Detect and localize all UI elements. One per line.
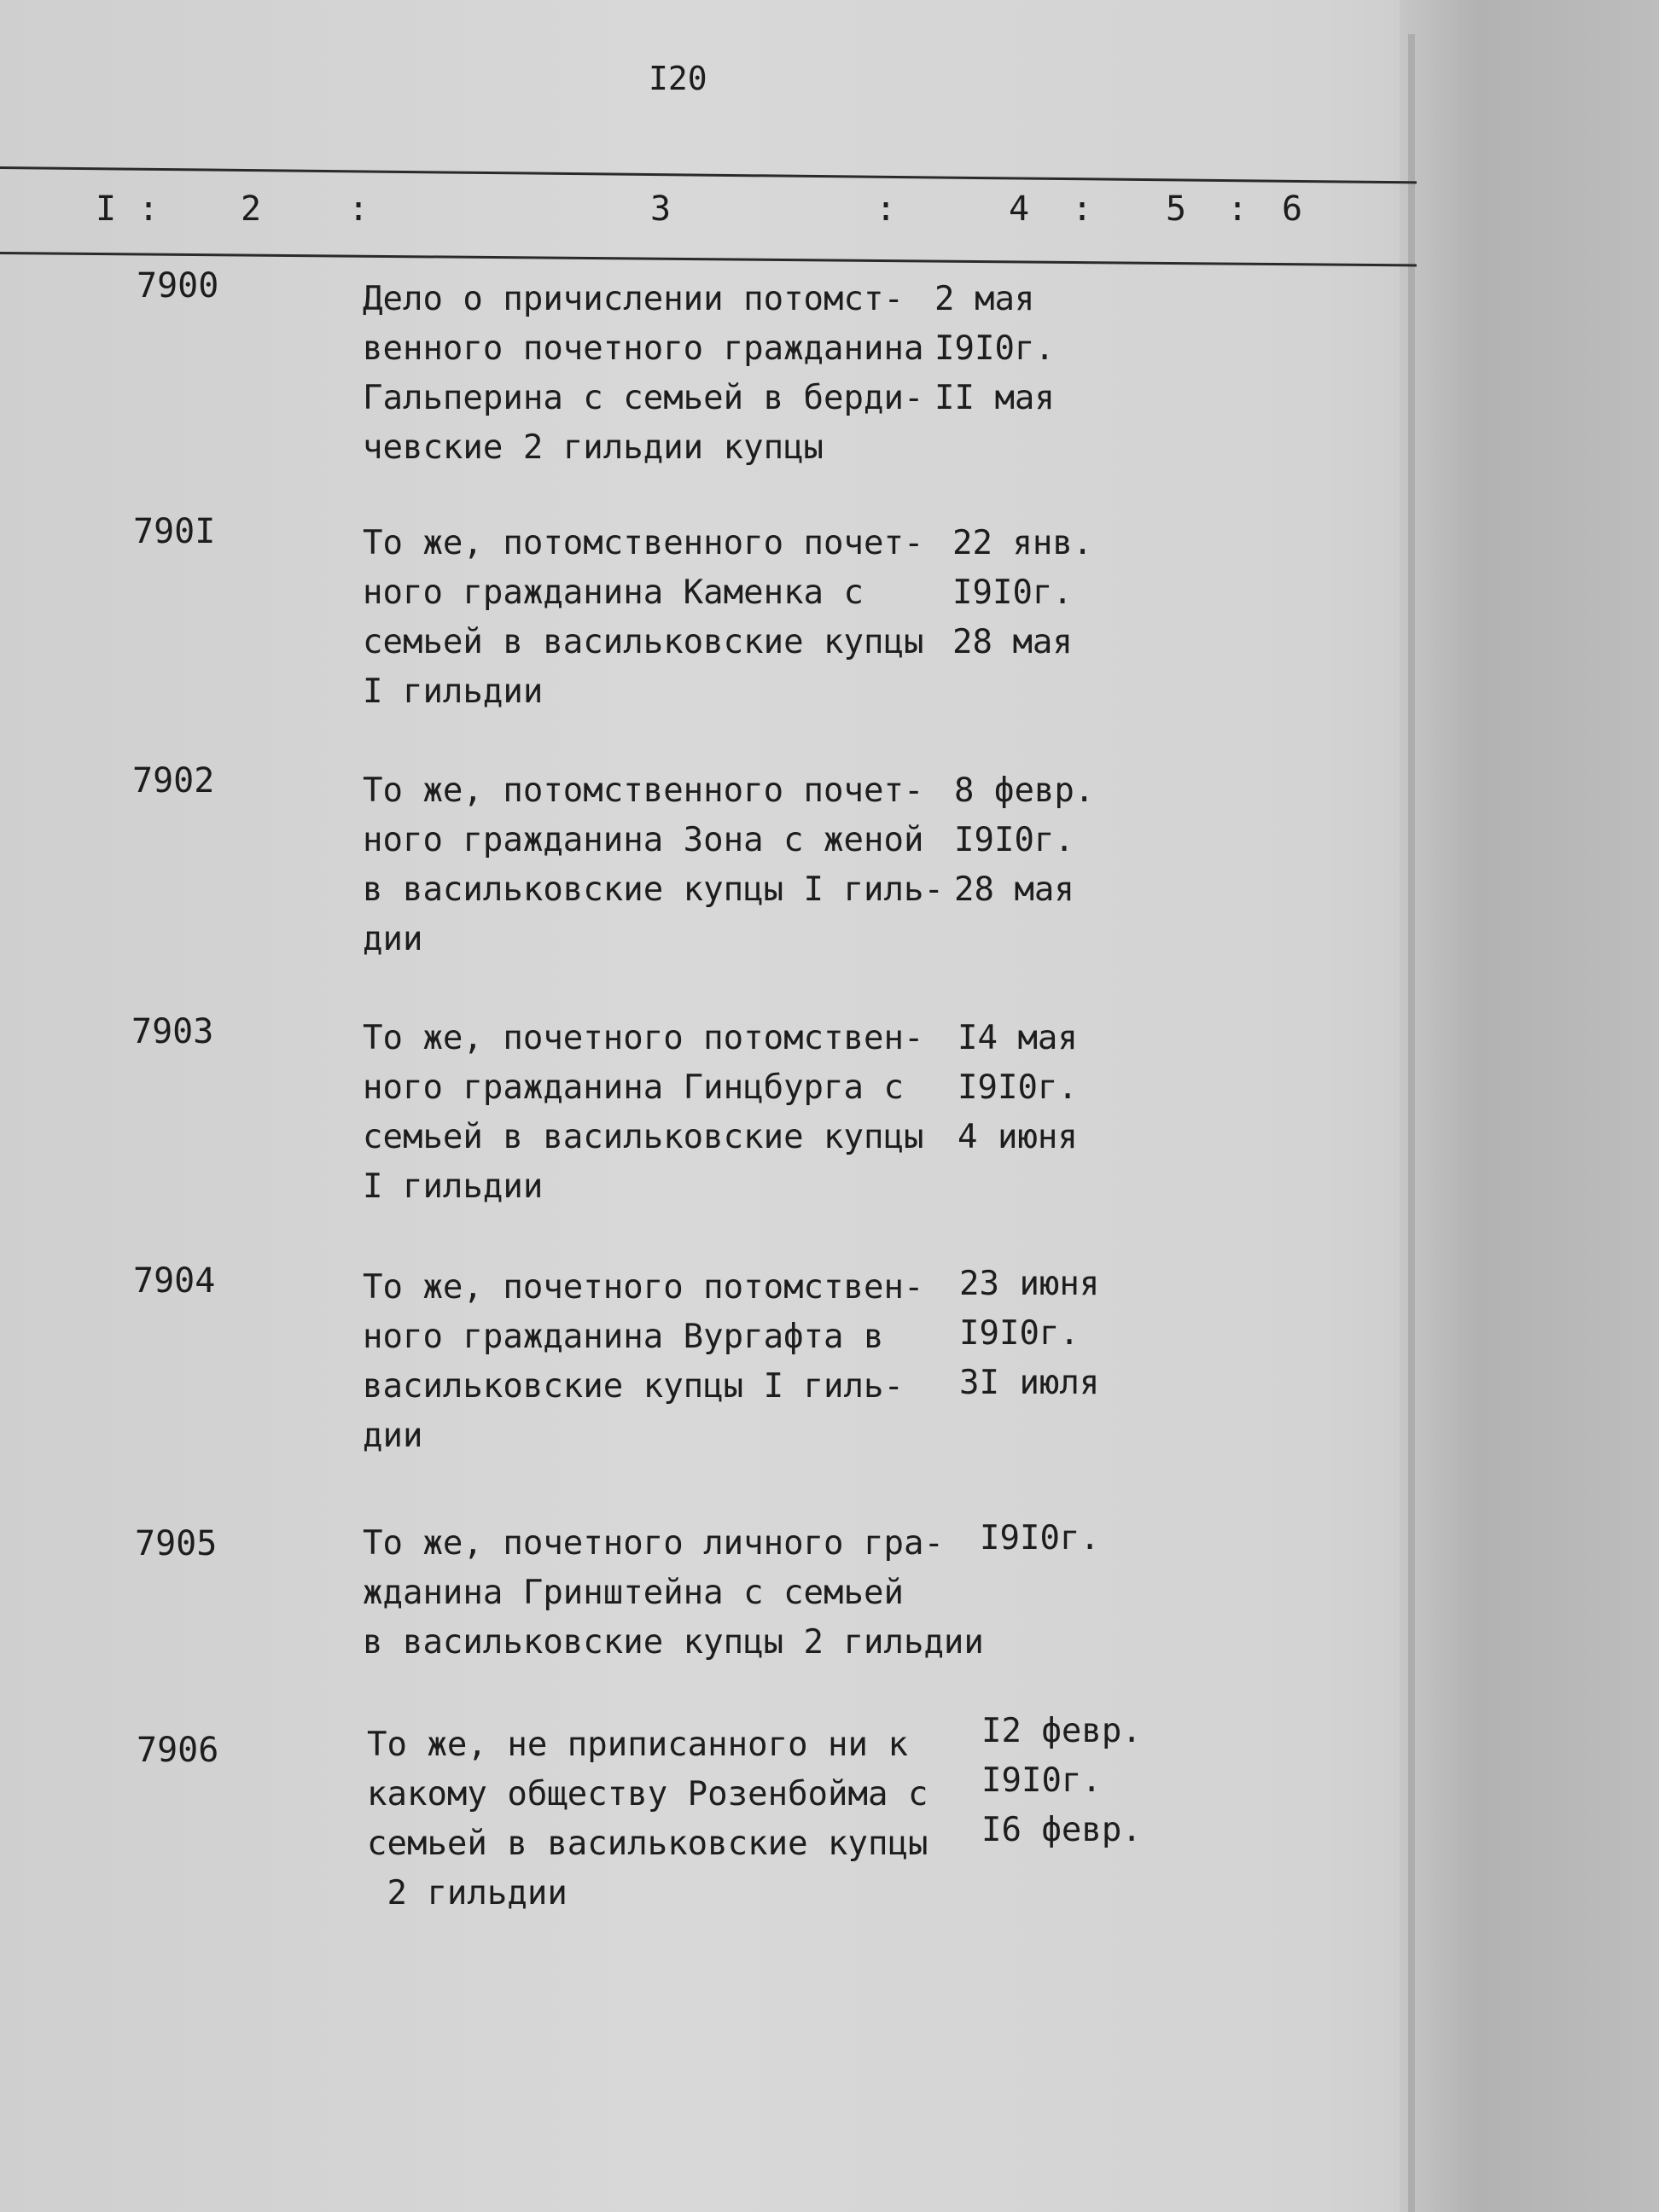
date-line: I9I0г. bbox=[934, 329, 1055, 368]
column-separator: : bbox=[876, 189, 897, 229]
column-separator: : bbox=[348, 189, 370, 229]
description-line: жданина Гринштейна с семьей bbox=[363, 1574, 904, 1612]
description-line: семьей в васильковские купцы bbox=[363, 623, 924, 661]
date-line: 4 июня bbox=[958, 1118, 1078, 1156]
description-line: семьей в васильковские купцы bbox=[363, 1118, 924, 1156]
description-line: какому обществу Розенбойма с bbox=[367, 1775, 928, 1813]
date-line: I9I0г. bbox=[980, 1519, 1100, 1557]
paper-edge bbox=[1408, 34, 1415, 2212]
description-line: То же, потомственного почет- bbox=[363, 771, 924, 810]
date-line: I9I0г. bbox=[981, 1761, 1102, 1800]
header-rule-top bbox=[0, 166, 1417, 183]
entry-dates bbox=[981, 1707, 1142, 1855]
description-line: I гильдии bbox=[363, 672, 544, 711]
entry-description bbox=[363, 275, 923, 473]
date-line: 28 мая bbox=[954, 870, 1074, 909]
description-line: в васильковские купцы I гиль- bbox=[363, 870, 944, 909]
description-line: То же, почетного потомствен- bbox=[363, 1268, 924, 1307]
date-line: I6 февр. bbox=[981, 1811, 1142, 1849]
entry-number: 7906 bbox=[137, 1731, 219, 1770]
column-header-3: 3 bbox=[650, 189, 672, 229]
header-rule-bottom bbox=[0, 252, 1417, 266]
description-line: ного гражданина Каменка с bbox=[363, 573, 864, 612]
entry-number: 7902 bbox=[132, 761, 215, 800]
entry-description bbox=[363, 519, 923, 717]
column-separator: : bbox=[138, 189, 160, 229]
description-line: семьей в васильковские купцы bbox=[367, 1825, 928, 1863]
entry-description bbox=[363, 1519, 984, 1668]
date-line: I4 мая bbox=[958, 1019, 1078, 1057]
description-line: ного гражданина Гинцбурга с bbox=[363, 1068, 904, 1107]
date-line: 3I июля bbox=[959, 1364, 1100, 1402]
description-line: дии bbox=[363, 920, 423, 958]
description-line: васильковские купцы I гиль- bbox=[363, 1367, 904, 1406]
description-line: То же, почетного личного гра- bbox=[363, 1524, 944, 1563]
description-line: То же, потомственного почет- bbox=[363, 524, 924, 562]
date-line: 23 июня bbox=[959, 1265, 1100, 1303]
description-line: дии bbox=[363, 1417, 423, 1455]
date-line: I9I0г. bbox=[954, 821, 1074, 859]
description-line: ного гражданина Зона с женой bbox=[363, 821, 924, 859]
date-line: I9I0г. bbox=[958, 1068, 1078, 1107]
date-line: 22 янв. bbox=[952, 524, 1093, 562]
entry-dates bbox=[952, 519, 1092, 667]
description-line: чевские 2 гильдии купцы bbox=[363, 428, 824, 467]
date-line: 8 февр. bbox=[954, 771, 1095, 810]
entry-number: 7900 bbox=[137, 266, 219, 306]
entry-description bbox=[367, 1720, 928, 1918]
column-header-4: 4 bbox=[1009, 189, 1030, 229]
date-line: I2 февр. bbox=[981, 1712, 1142, 1750]
description-line: То же, почетного потомствен- bbox=[363, 1019, 924, 1057]
column-separator: : bbox=[1072, 189, 1093, 229]
entry-dates bbox=[959, 1260, 1099, 1408]
date-line: II мая bbox=[934, 379, 1055, 417]
date-line: I9I0г. bbox=[952, 573, 1073, 612]
entry-number: 790I bbox=[133, 512, 216, 551]
column-header-1: I bbox=[96, 189, 117, 229]
description-line: 2 гильдии bbox=[367, 1874, 568, 1912]
page-number: I20 bbox=[649, 60, 707, 97]
description-line: I гильдии bbox=[363, 1167, 544, 1206]
entry-description bbox=[363, 1014, 923, 1212]
entry-description bbox=[363, 1263, 923, 1461]
description-line: То же, не приписанного ни к bbox=[367, 1726, 908, 1764]
description-line: Дело о причислении потомст- bbox=[363, 280, 904, 318]
entry-dates bbox=[934, 275, 1055, 423]
column-header-6: 6 bbox=[1282, 189, 1303, 229]
date-line: I9I0г. bbox=[959, 1314, 1080, 1353]
entry-dates bbox=[980, 1514, 1100, 1563]
entry-dates bbox=[958, 1014, 1078, 1162]
entry-description bbox=[363, 766, 944, 964]
entry-number: 7904 bbox=[133, 1261, 216, 1301]
description-line: венного почетного гражданина bbox=[363, 329, 924, 368]
column-separator: : bbox=[1227, 189, 1249, 229]
description-line: в васильковские купцы 2 гильдии bbox=[363, 1623, 984, 1662]
date-line: 2 мая bbox=[934, 280, 1035, 318]
entry-dates bbox=[954, 766, 1094, 915]
description-line: Гальперина с семьей в берди- bbox=[363, 379, 924, 417]
description-line: ного гражданина Вургафта в bbox=[363, 1318, 884, 1356]
entry-number: 7905 bbox=[135, 1524, 218, 1563]
column-header-5: 5 bbox=[1166, 189, 1187, 229]
paper-shadow bbox=[1400, 0, 1659, 2212]
date-line: 28 мая bbox=[952, 623, 1073, 661]
column-header-2: 2 bbox=[241, 189, 262, 229]
entry-number: 7903 bbox=[131, 1012, 214, 1051]
